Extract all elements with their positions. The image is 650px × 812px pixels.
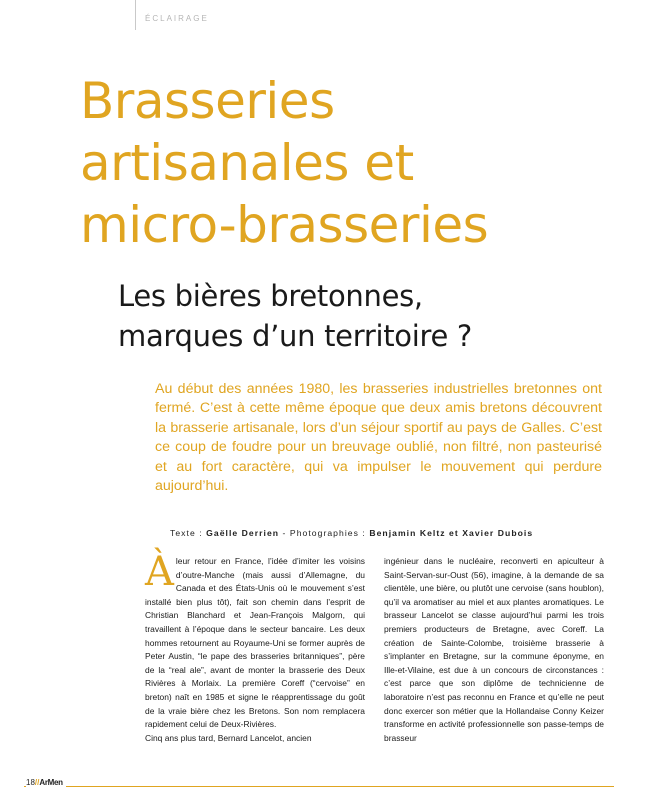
credits-line — [170, 528, 603, 538]
header-rule — [135, 0, 136, 30]
title-line: micro-brasseries — [80, 196, 489, 254]
lead-paragraph: Au début des années 1980, les brasseries industrielles bretonnes ont fermé. C’est à cette même époque que deux amis bretons découvrent la brasserie artisanale, lors d’un séjour sportif au pays de Galles. C’est ce coup de foudre pour un breuvage oublié, non filtré, non pasteurisé et au fort caractère, qui va impulser le mouvement qui perdure aujourd’hui. — [155, 381, 602, 495]
magazine-name: ArMen — [39, 778, 63, 787]
drop-cap: À — [145, 549, 174, 595]
footer-slashes: // — [34, 778, 40, 787]
article-subtitle — [118, 276, 472, 356]
title-line: artisanales et — [80, 134, 414, 192]
credits-text-label: Texte : — [170, 528, 203, 538]
credits-photo-label: Photographies : — [289, 528, 366, 538]
section-label: ÉCLAIRAGE — [145, 14, 209, 23]
body-paragraph: Cinq ans plus tard, Bernard Lancelot, ancien — [145, 732, 312, 743]
article-title — [80, 70, 488, 256]
credits-photo-authors: Benjamin Keltz et Xavier Dubois — [369, 528, 534, 538]
body-column-right — [384, 555, 604, 745]
page-number: 18 — [26, 778, 35, 787]
subtitle-line: Les bières bretonnes, — [118, 279, 423, 313]
title-line: Brasseries — [80, 72, 335, 130]
subtitle-line: marques d’un territoire ? — [118, 319, 473, 353]
footer-rule — [24, 786, 614, 787]
body-text: leur retour en France, l’idée d’imiter les voisins d’outre-Manche (mais aussi d’Allemagne, du Canada et des États-Unis où le mouvement s’est installé bien plus tôt), fait son chemin dans l’esprit de Christian Blanchard et Jean-François Malgorn, qui travaillent à l’époque dans le secteur bancaire. Les deux hommes retournent au Royaume-Uni se former auprès de Peter Austin, “le pape des brasseries britanniques”, père de la “real ale”, avant de monter la brasserie des Deux Rivières à Morlaix. La première Coreff (“cervoise” en breton) naît en 1985 et signe le réapprentissage du goût de la vraie bière chez les Bretons. Son nom remplacera rapidement celui de Deux-Rivières. — [145, 556, 365, 730]
body-column-left — [145, 549, 365, 745]
body-paragraph: ingénieur dans le nucléaire, reconverti en apiculteur à Saint-Servan-sur-Oust (56), imagine, à la demande de sa clientèle, une bière, ou plutôt une cervoise (sans houblon), qu’il va aromatiser au miel et aux plantes aromatiques. Le brasseur Lancelot se classe aujourd’hui parmi les trois premiers producteurs de Bretagne, avec Coreff. La création de Sainte-Colombe, troisième brasserie à s’implanter en Bretagne, sur la commune éponyme, en Ille-et-Vilaine, est due à un concours de circonstances : c’est parce que son diplôme de technicienne de laboratoire n’est pas reconnu en France et qu’elle ne peut donc exercer son métier que la Hollandaise Conny Keizer transforme en activité professionnelle son passe-temps de brasseur — [384, 556, 604, 743]
credits-text-author: Gaëlle Derrien — [206, 528, 280, 538]
body-paragraph — [145, 549, 365, 732]
page-footer — [26, 778, 66, 787]
credits-separator: - — [279, 528, 290, 538]
